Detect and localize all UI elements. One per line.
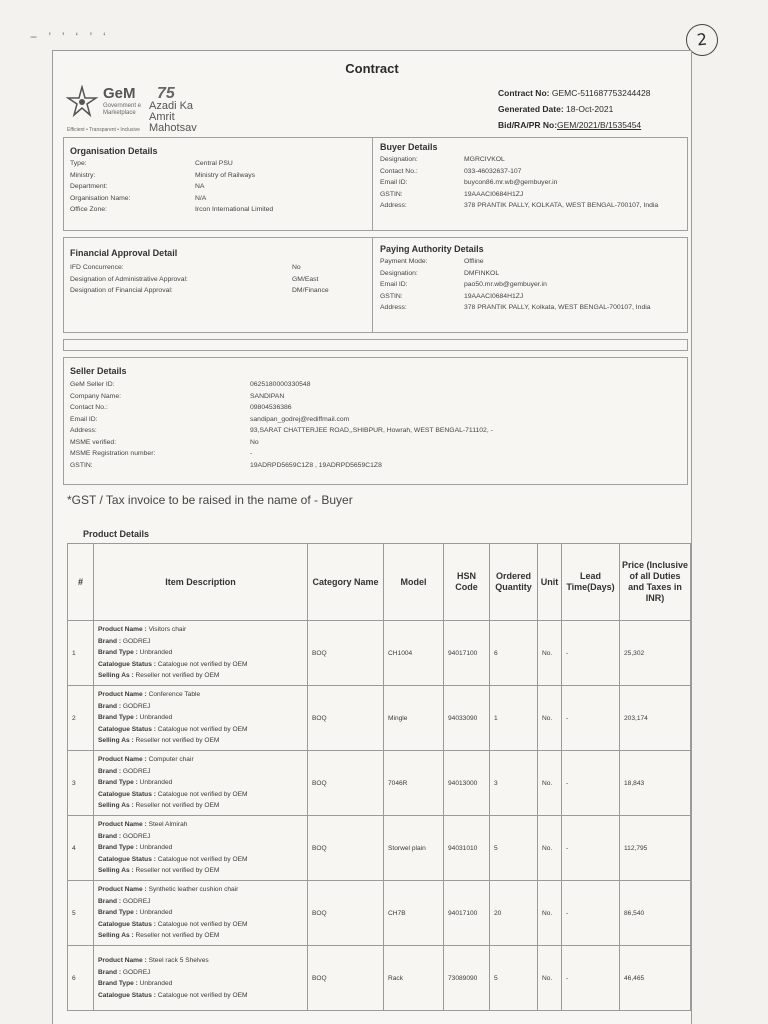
seller-value: sandipan_godrej@rediffmail.com xyxy=(250,415,350,423)
catalogue-status-line xyxy=(98,990,303,1002)
selling-as-line xyxy=(98,735,303,747)
financial-row xyxy=(70,285,370,297)
model: CH7B xyxy=(384,881,444,946)
model: CH1004 xyxy=(384,621,444,686)
contract-meta xyxy=(498,85,650,133)
catalogue-status-line xyxy=(98,724,303,736)
buyer-row xyxy=(380,166,680,178)
selling-as-label: Selling As : xyxy=(98,737,136,745)
unit: No. xyxy=(538,816,562,881)
unit: No. xyxy=(538,946,562,1011)
seller-value: 0625180000330548 xyxy=(250,381,311,388)
lead-time: - xyxy=(562,686,620,751)
seller-value: 93,SARAT CHATTERJEE ROAD,,SHIBPUR, Howrah, WEST BENGAL-711102, - xyxy=(250,427,493,434)
organisation-value: Ircon International Limited xyxy=(195,206,274,213)
buyer-key: Email ID: xyxy=(380,179,408,186)
brand-label: Brand : xyxy=(98,637,123,645)
column-header: Ordered Quantity xyxy=(490,544,538,621)
seller-key: Address: xyxy=(70,427,97,434)
seller-details xyxy=(70,366,670,471)
brand-type-label: Brand Type : xyxy=(98,714,140,722)
catalogue-status-label: Catalogue Status : xyxy=(98,855,158,863)
brand-line xyxy=(98,701,303,713)
paying-value: 19AAACI0684H1ZJ xyxy=(464,292,524,300)
gem-tagline: Efficient • Transparent • Inclusive xyxy=(67,127,140,133)
seller-value: No xyxy=(250,438,259,446)
catalogue-status-line xyxy=(98,659,303,671)
catalogue-status-value: Catalogue not verified by OEM xyxy=(157,725,248,733)
seller-rows xyxy=(70,379,670,471)
brand-value: GODREJ xyxy=(122,767,151,775)
price: 25,302 xyxy=(620,621,691,686)
seller-row xyxy=(70,414,670,426)
lead-time: - xyxy=(562,621,620,686)
selling-as-value: Reseller not verified by OEM xyxy=(135,802,220,810)
price: 86,540 xyxy=(620,881,691,946)
selling-as-label: Selling As : xyxy=(98,672,136,680)
financial-value: DM/Finance xyxy=(292,287,329,294)
brand-value: GODREJ xyxy=(122,968,151,976)
gst-note: *GST / Tax invoice to be raised in the name of - Buyer xyxy=(67,493,353,507)
buyer-row xyxy=(380,189,680,201)
ordered-quantity: 1 xyxy=(490,686,538,751)
hsn-code: 73089090 xyxy=(444,946,490,1011)
gem-subtitle: Government e Marketplace xyxy=(103,103,142,116)
catalogue-status-label: Catalogue Status : xyxy=(98,991,158,999)
paying-key: Payment Mode: xyxy=(380,258,428,265)
product-name-value: Conference Table xyxy=(148,691,201,699)
category-name: BOQ xyxy=(308,816,384,881)
financial-key: Designation of Financial Approval: xyxy=(70,287,173,294)
product-details-title: Product Details xyxy=(83,529,150,539)
column-header: Item Description xyxy=(94,544,308,621)
bid-no-label: Bid/RA/PR No: xyxy=(498,120,558,130)
seller-row xyxy=(70,437,670,449)
selling-as-line xyxy=(98,670,303,682)
paying-value: pao50.mr.wb@gembuyer.in xyxy=(464,281,547,288)
price: 203,174 xyxy=(620,686,691,751)
brand-value: GODREJ xyxy=(122,702,151,710)
seller-row xyxy=(70,391,670,403)
organisation-value: Central PSU xyxy=(195,160,233,167)
buyer-value: 378 PRANTIK PALLY, KOLKATA, WEST BENGAL-700107, India xyxy=(464,202,659,209)
category-name: BOQ xyxy=(308,686,384,751)
column-header: HSN Code xyxy=(444,544,490,621)
catalogue-status-label: Catalogue Status : xyxy=(98,725,158,733)
seller-row xyxy=(70,402,670,414)
seller-key: Company Name: xyxy=(70,392,121,400)
product-name-value: Steel rack 5 Shelves xyxy=(148,957,209,964)
hsn-code: 94017100 xyxy=(444,621,490,686)
item-description xyxy=(94,946,308,1011)
column-header: Price (Inclusive of all Duties and Taxes in INR) xyxy=(620,544,691,621)
column-header: # xyxy=(68,544,94,621)
section-divider xyxy=(372,238,373,332)
row-number: 6 xyxy=(68,946,94,1011)
financial-rows xyxy=(70,262,370,297)
selling-as-label: Selling As : xyxy=(98,802,136,810)
gem-star-icon xyxy=(65,85,99,119)
paying-key: Address: xyxy=(380,304,407,311)
model: Storwel plain xyxy=(384,816,444,881)
table-row xyxy=(68,686,691,751)
paying-value: Offline xyxy=(464,258,484,265)
organisation-row xyxy=(70,204,370,216)
buyer-key: Address: xyxy=(380,202,407,209)
paying-row xyxy=(380,291,680,303)
brand-line xyxy=(98,896,303,908)
hsn-code: 94017100 xyxy=(444,881,490,946)
organisation-rows xyxy=(70,158,370,216)
unit: No. xyxy=(538,751,562,816)
brand-line xyxy=(98,636,303,648)
category-name: BOQ xyxy=(308,881,384,946)
product-table xyxy=(67,543,691,1011)
table-row xyxy=(68,816,691,881)
model: Rack xyxy=(384,946,444,1011)
organisation-details xyxy=(70,146,370,216)
brand-line xyxy=(98,766,303,778)
organisation-key: Department: xyxy=(70,183,108,190)
category-name: BOQ xyxy=(308,946,384,1011)
ordered-quantity: 5 xyxy=(490,816,538,881)
catalogue-status-label: Catalogue Status : xyxy=(98,660,158,668)
seller-row xyxy=(70,448,670,460)
paying-rows xyxy=(380,256,680,314)
seller-key: Contact No.: xyxy=(70,404,108,411)
price: 46,465 xyxy=(620,946,691,1011)
organisation-row xyxy=(70,158,370,170)
catalogue-status-value: Catalogue not verified by OEM xyxy=(157,991,248,999)
selling-as-label: Selling As : xyxy=(98,867,136,875)
lead-time: - xyxy=(562,881,620,946)
catalogue-status-value: Catalogue not verified by OEM xyxy=(157,855,248,863)
row-number: 2 xyxy=(68,686,94,751)
table-body xyxy=(68,621,691,1011)
seller-key: GeM Seller ID: xyxy=(70,381,115,388)
catalogue-status-label: Catalogue Status : xyxy=(98,920,158,928)
unit: No. xyxy=(538,686,562,751)
product-name-label: Product Name : xyxy=(98,886,149,894)
product-name-line xyxy=(98,955,303,967)
buyer-value: 19AAACI0684H1ZJ xyxy=(464,190,524,198)
buyer-row xyxy=(380,154,680,166)
brand-type-line xyxy=(98,842,303,854)
financial-key: Designation of Administrative Approval: xyxy=(70,275,188,283)
product-name-line xyxy=(98,819,303,831)
paying-row xyxy=(380,268,680,280)
selling-as-line xyxy=(98,800,303,812)
financial-row xyxy=(70,262,370,274)
catalogue-status-value: Catalogue not verified by OEM xyxy=(157,920,248,928)
organisation-value: NA xyxy=(195,183,205,190)
buyer-value: 033-46032637-107 xyxy=(464,167,522,175)
paying-value: 378 PRANTIK PALLY, Kolkata, WEST BENGAL-700107, India xyxy=(464,304,651,311)
brand-line xyxy=(98,967,303,979)
product-name-value: Computer chair xyxy=(148,756,194,764)
product-name-line xyxy=(98,624,303,636)
paying-title: Paying Authority Details xyxy=(380,244,484,254)
financial-paying-section xyxy=(63,237,688,333)
catalogue-status-value: Catalogue not verified by OEM xyxy=(157,790,248,798)
hsn-code: 94013000 xyxy=(444,751,490,816)
product-name-line xyxy=(98,689,303,701)
table-row xyxy=(68,881,691,946)
category-name: BOQ xyxy=(308,621,384,686)
organisation-value: Ministry of Railways xyxy=(195,171,256,179)
spacer-row xyxy=(63,339,688,351)
azadi-75-mark: 75 xyxy=(157,85,175,102)
table-row xyxy=(68,751,691,816)
table-header-row xyxy=(68,544,691,621)
product-name-line xyxy=(98,754,303,766)
product-name-value: Steel Almirah xyxy=(148,821,188,829)
buyer-row xyxy=(380,177,680,189)
item-description xyxy=(94,881,308,946)
price: 18,843 xyxy=(620,751,691,816)
item-description xyxy=(94,621,308,686)
brand-label: Brand : xyxy=(98,897,123,905)
product-name-label: Product Name : xyxy=(98,756,149,764)
selling-as-value: Reseller not verified by OEM xyxy=(135,672,220,680)
buyer-title: Buyer Details xyxy=(380,142,438,152)
category-name: BOQ xyxy=(308,751,384,816)
organisation-key: Ministry: xyxy=(70,171,96,179)
catalogue-status-line xyxy=(98,854,303,866)
ordered-quantity: 6 xyxy=(490,621,538,686)
selling-as-value: Reseller not verified by OEM xyxy=(135,737,220,745)
page-number: 2 xyxy=(684,22,719,57)
paying-key: Designation: xyxy=(380,269,418,277)
buyer-rows xyxy=(380,154,680,212)
organisation-row xyxy=(70,170,370,182)
seller-key: MSME verified: xyxy=(70,438,117,446)
paying-key: Email ID: xyxy=(380,281,408,288)
seller-value: - xyxy=(250,450,253,457)
page-title: Contract xyxy=(345,61,399,76)
organisation-value: N/A xyxy=(195,194,207,202)
paying-row xyxy=(380,256,680,268)
product-name-label: Product Name : xyxy=(98,821,149,829)
table-row xyxy=(68,621,691,686)
lead-time: - xyxy=(562,751,620,816)
organisation-key: Organisation Name: xyxy=(70,194,131,202)
paying-row xyxy=(380,279,680,291)
brand-type-label: Brand Type : xyxy=(98,844,140,852)
brand-type-label: Brand Type : xyxy=(98,909,140,917)
model: 7046R xyxy=(384,751,444,816)
column-header: Category Name xyxy=(308,544,384,621)
gem-logo xyxy=(65,85,255,145)
unit: No. xyxy=(538,621,562,686)
selling-as-value: Reseller not verified by OEM xyxy=(135,932,220,940)
ordered-quantity: 3 xyxy=(490,751,538,816)
selling-as-value: Reseller not verified by OEM xyxy=(135,867,220,875)
price: 112,795 xyxy=(620,816,691,881)
financial-value: GM/East xyxy=(292,275,319,283)
margin-scribble: − ’ ’ ‘ ’ ‘ xyxy=(30,30,110,44)
item-description xyxy=(94,816,308,881)
lead-time: - xyxy=(562,816,620,881)
buyer-key: GSTIN: xyxy=(380,190,403,198)
brand-type-value: Unbranded xyxy=(139,714,173,722)
financial-key: IFD Concurrence: xyxy=(70,264,124,271)
catalogue-status-line xyxy=(98,919,303,931)
column-header: Lead Time(Days) xyxy=(562,544,620,621)
contract-no: GEMC-511687753244428 xyxy=(551,88,651,98)
brand-type-line xyxy=(98,647,303,659)
brand-type-line xyxy=(98,712,303,724)
ordered-quantity: 5 xyxy=(490,946,538,1011)
financial-title: Financial Approval Detail xyxy=(70,248,178,258)
lead-time: - xyxy=(562,946,620,1011)
brand-type-line xyxy=(98,907,303,919)
table-row xyxy=(68,946,691,1011)
brand-type-value: Unbranded xyxy=(139,980,173,987)
catalogue-status-line xyxy=(98,789,303,801)
seller-row xyxy=(70,425,670,437)
product-name-label: Product Name : xyxy=(98,626,149,634)
row-number: 1 xyxy=(68,621,94,686)
selling-as-line xyxy=(98,865,303,877)
paying-value: DMFINKOL xyxy=(464,269,500,277)
catalogue-status-value: Catalogue not verified by OEM xyxy=(157,660,248,668)
catalogue-status-label: Catalogue Status : xyxy=(98,790,158,798)
brand-value: GODREJ xyxy=(122,897,151,905)
organisation-key: Type: xyxy=(70,160,87,167)
buyer-key: Contact No.: xyxy=(380,167,418,175)
product-name-value: Visitors chair xyxy=(148,626,187,634)
financial-value: No xyxy=(292,264,301,271)
seller-section xyxy=(63,357,688,485)
model: Mingle xyxy=(384,686,444,751)
seller-value: 19ADRPD5659C1Z8 , 19ADRPD5659C1Z8 xyxy=(250,461,382,469)
product-name-label: Product Name : xyxy=(98,691,149,699)
row-number: 3 xyxy=(68,751,94,816)
brand-label: Brand : xyxy=(98,767,123,775)
seller-key: Email ID: xyxy=(70,415,98,423)
brand-type-label: Brand Type : xyxy=(98,779,140,787)
brand-type-label: Brand Type : xyxy=(98,649,140,657)
brand-type-line xyxy=(98,777,303,789)
brand-line xyxy=(98,831,303,843)
row-number: 4 xyxy=(68,816,94,881)
selling-as-label: Selling As : xyxy=(98,932,136,940)
paying-row xyxy=(380,302,680,314)
gem-wordmark: GeM xyxy=(103,85,136,102)
generated-date-label: Generated Date: xyxy=(498,104,564,114)
brand-label: Brand : xyxy=(98,702,123,710)
seller-row xyxy=(70,379,670,391)
brand-type-value: Unbranded xyxy=(139,909,173,917)
seller-title: Seller Details xyxy=(70,366,127,376)
selling-as-line xyxy=(98,930,303,942)
brand-type-value: Unbranded xyxy=(139,649,173,657)
buyer-row xyxy=(380,200,680,212)
contract-page xyxy=(52,50,692,1024)
buyer-value: buycon86.mr.wb@gembuyer.in xyxy=(464,179,558,186)
paying-details xyxy=(380,244,680,314)
organisation-row xyxy=(70,181,370,193)
contract-no-label: Contract No: xyxy=(498,88,550,98)
item-description xyxy=(94,751,308,816)
brand-type-value: Unbranded xyxy=(139,779,173,787)
item-description xyxy=(94,686,308,751)
organisation-buyer-section xyxy=(63,137,688,231)
buyer-key: Designation: xyxy=(380,156,418,163)
brand-label: Brand : xyxy=(98,968,123,976)
brand-type-line xyxy=(98,978,303,990)
bid-no-link[interactable]: GEM/2021/B/1535454 xyxy=(557,120,642,130)
column-header: Model xyxy=(384,544,444,621)
seller-value: SANDIPAN xyxy=(250,392,285,400)
azadi-wordmark: Azadi Ka Amrit Mahotsav xyxy=(149,100,197,134)
unit: No. xyxy=(538,881,562,946)
hsn-code: 94031010 xyxy=(444,816,490,881)
seller-row xyxy=(70,460,670,472)
brand-type-value: Unbranded xyxy=(139,844,173,852)
generated-date: 18-Oct-2021 xyxy=(566,104,614,114)
organisation-row xyxy=(70,193,370,205)
organisation-title: Organisation Details xyxy=(70,146,158,156)
seller-value: 09804536386 xyxy=(250,404,292,411)
organisation-key: Office Zone: xyxy=(70,206,107,213)
brand-label: Brand : xyxy=(98,832,123,840)
brand-value: GODREJ xyxy=(122,832,151,840)
column-header: Unit xyxy=(538,544,562,621)
ordered-quantity: 20 xyxy=(490,881,538,946)
financial-details xyxy=(70,248,370,297)
product-name-line xyxy=(98,884,303,896)
seller-key: MSME Registration number: xyxy=(70,450,156,457)
row-number: 5 xyxy=(68,881,94,946)
buyer-value: MGRCIVKOL xyxy=(464,156,505,163)
buyer-details xyxy=(380,142,680,212)
product-name-label: Product Name : xyxy=(98,957,149,964)
brand-type-label: Brand Type : xyxy=(98,980,140,987)
hsn-code: 94033090 xyxy=(444,686,490,751)
brand-value: GODREJ xyxy=(122,637,151,645)
product-name-value: Synthetic leather cushion chair xyxy=(148,886,239,894)
section-divider xyxy=(372,138,373,230)
seller-key: GSTIN: xyxy=(70,461,93,469)
financial-row xyxy=(70,274,370,286)
paying-key: GSTIN: xyxy=(380,292,403,300)
